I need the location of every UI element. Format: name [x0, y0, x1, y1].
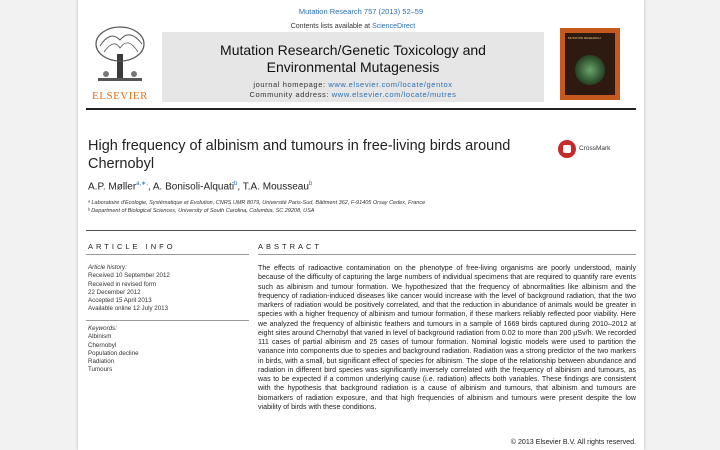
homepage-label: journal homepage: — [253, 80, 329, 89]
author-separator: , — [237, 181, 243, 193]
journal-citation[interactable]: Mutation Research 757 (2013) 52–59 — [298, 7, 424, 16]
journal-links — [162, 80, 544, 100]
author-name[interactable]: A. Bonisoli-Alquati — [152, 181, 235, 193]
abstract-heading: ABSTRACT — [258, 242, 323, 251]
crossmark-button[interactable] — [558, 140, 628, 160]
article-history — [88, 264, 170, 314]
homepage-line — [162, 80, 544, 90]
abstract-rule — [258, 254, 636, 255]
copyright-notice: © 2013 Elsevier B.V. All rights reserved. — [510, 438, 636, 446]
article-info-heading: ARTICLE INFO — [88, 242, 176, 251]
article-page — [78, 0, 644, 450]
cover-panel — [565, 33, 615, 95]
community-link[interactable]: www.elsevier.com/locate/mutres — [331, 90, 457, 99]
author-separator: , — [147, 181, 153, 193]
abstract-text: The effects of radioactive contamination on the phenotype of free-living organisms are poorly understood, mainly because of the difficulty of capturing the large numbers of individual specimens that are required to quantify rare events such as albinism and tumour formation. We hypothesized that the frequency of abnormalities like albinism and the frequency of radiation-induced diseases like cancer would increase with the level of background radiation, that the two markers of radiation would be positively correlated, and that the reduction in abundance of animals would be greater in species with a higher frequency of albinism and tumour formation, if these markers reliably reflected poor viability. Here we analyzed the frequency of albinistic feathers and tumours in a sample of 1669 birds captured during 2010–2012 at eight sites around Chernobyl that varied in level of background radiation from 0.02 to more than 200 μSv/h. We recorded 111 cases of partial albinism and 25 cases of tumour formation. Nominal logistic models were used to partition the variance into components due to species and background radiation. Radiation was a strong predictor of the two markers in birds, with a small, but significant effect of species for albinism. The slope of the relationship between abundance and radiation in different bird species was significantly inversely correlated with the frequency of albinism and tumours, as was to be expected if a common underlying cause (i.e. radiation) affects both variables. These findings are consistent with the hypothesis that background radiation is a cause of albinism and tumours, that albinism and tumours are biomarkers of radiation exposure, and that high frequencies of albinism and tumours were present despite the low viability of birds with these conditions. — [258, 264, 636, 411]
keyword-item: Chernobyl — [88, 341, 117, 349]
author-name[interactable]: T.A. Mousseau — [242, 181, 309, 193]
elsevier-logo[interactable] — [86, 22, 154, 102]
keyword-item: Albinism — [88, 333, 112, 341]
journal-title-line1: Mutation Research/Genetic Toxicology and — [220, 42, 486, 58]
history-item: Received 10 September 2012 — [88, 272, 170, 280]
journal-title — [162, 42, 544, 76]
journal-title-line2: Environmental Mutagenesis — [266, 59, 440, 75]
history-item: 22 December 2012 — [88, 288, 141, 296]
keyword-item: Population decline — [88, 349, 139, 357]
contents-line — [162, 23, 544, 30]
affiliation-a: ᵃ Laboratoire d'Ecologie, Systématique et Evolution, CNRS UMR 8079, Université Paris-Sud, Bâtiment 362, F-91405 Orsay Cedex, France — [88, 200, 426, 206]
history-item: Available online 12 July 2013 — [88, 305, 169, 313]
header-divider — [86, 108, 636, 110]
journal-cover-image[interactable] — [560, 28, 620, 100]
keywords-block — [88, 325, 139, 375]
author-sup: b — [234, 181, 238, 187]
homepage-link[interactable]: www.elsevier.com/locate/gentox — [328, 80, 453, 89]
cover-photo — [575, 55, 605, 85]
article-title: High frequency of albinism and tumours in free-living birds around Chernobyl — [88, 138, 511, 172]
publisher-name: ELSEVIER — [92, 90, 148, 102]
affiliation-b: ᵇ Department of Biological Sciences, University of South Carolina, Columbia, SC 29208, USA — [88, 208, 315, 214]
keyword-item: Tumours — [88, 366, 113, 374]
author-sup: b — [308, 181, 313, 187]
history-item: Accepted 15 April 2013 — [88, 297, 152, 305]
article-info-rule — [86, 254, 249, 255]
author-list — [88, 180, 312, 192]
elsevier-tree-icon — [92, 24, 148, 84]
keywords-label: Keywords: — [88, 325, 117, 332]
keywords-rule — [86, 320, 249, 321]
community-line — [162, 90, 544, 100]
crossmark-icon — [558, 140, 576, 158]
affiliation-divider — [86, 230, 636, 231]
sciencedirect-link[interactable]: ScienceDirect — [372, 23, 416, 30]
author-sup: a,∗, — [136, 181, 148, 187]
crossmark-label: CrossMark — [579, 145, 611, 152]
cover-title: MUTATION RESEARCH — [568, 36, 601, 40]
community-label: Community address: — [249, 90, 332, 99]
author-name[interactable]: A.P. Møller — [88, 181, 137, 193]
history-item: Received in revised form — [88, 280, 157, 288]
contents-prefix: Contents lists available at — [290, 23, 373, 30]
history-label: Article history: — [88, 264, 127, 271]
keyword-item: Radiation — [88, 358, 115, 366]
